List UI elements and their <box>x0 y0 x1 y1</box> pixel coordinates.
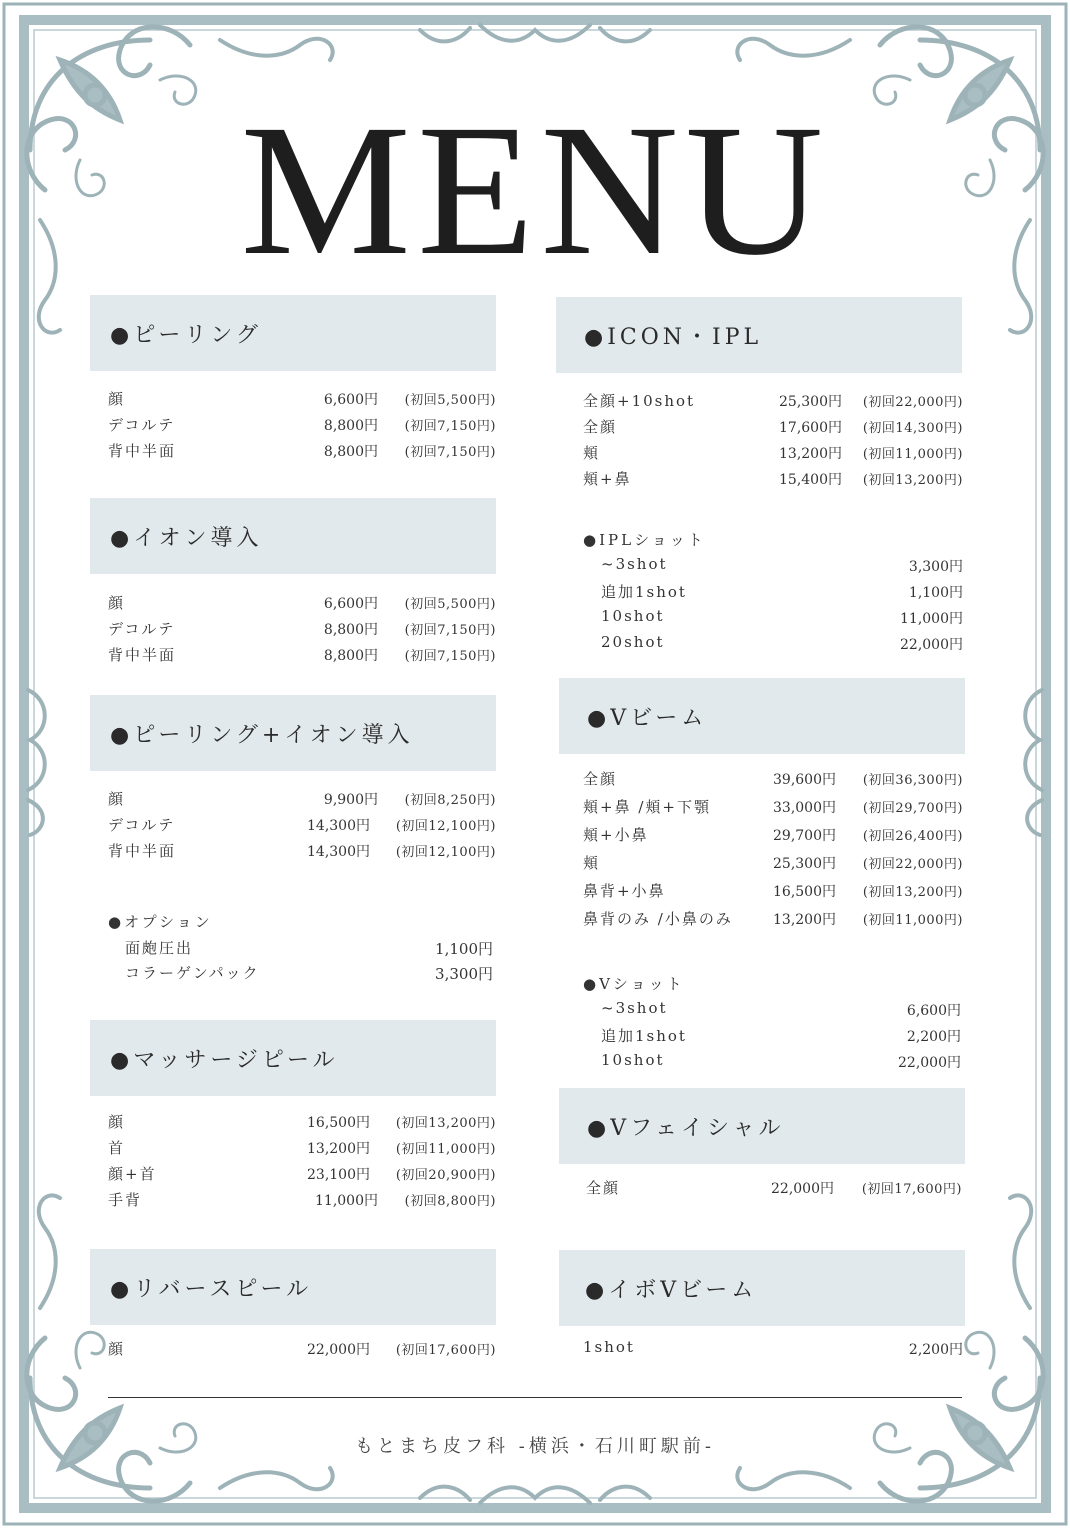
item-price: 29,700円 <box>773 828 836 844</box>
list-item <box>583 416 963 440</box>
section-vbeam <box>559 678 965 754</box>
clinic-name: もとまち皮フ科 -横浜・石川町駅前- <box>355 1436 715 1457</box>
item-price: 6,600円 <box>323 392 378 408</box>
item-first-price: (初回12,100円) <box>395 819 496 834</box>
item-price: 3,300円 <box>435 965 493 983</box>
section-peeling-ion <box>90 695 496 771</box>
item-first-price: (初回8,250円) <box>404 793 496 808</box>
item-first-price: (初回22,000円) <box>862 857 963 872</box>
list-item <box>108 1338 496 1362</box>
item-name: 10shot <box>601 1051 665 1069</box>
list-item <box>601 633 963 657</box>
list-item <box>583 824 963 848</box>
list-item <box>601 999 961 1023</box>
item-first-price: (初回12,100円) <box>395 845 496 860</box>
item-first-price: (初回14,300円) <box>862 421 963 436</box>
item-name: 全顔 <box>583 418 618 436</box>
item-price: 14,300円 <box>307 818 370 834</box>
item-name: 頬+小鼻 <box>583 826 649 844</box>
item-first-price: (初回17,600円) <box>861 1182 962 1197</box>
item-price: 22,000円 <box>900 637 963 653</box>
section-label: ●ピーリング <box>110 322 262 348</box>
item-first-price: (初回7,150円) <box>404 649 496 664</box>
list-item <box>108 414 496 438</box>
section-label: ●ピーリング+イオン導入 <box>110 722 414 748</box>
item-first-price: (初回5,500円) <box>404 393 496 408</box>
item-name: デコルテ <box>108 416 176 434</box>
item-first-price: (初回29,700円) <box>862 801 963 816</box>
item-first-price: (初回26,400円) <box>862 829 963 844</box>
item-price: 25,300円 <box>773 856 836 872</box>
item-price: 22,000円 <box>898 1055 961 1071</box>
list-item <box>108 1189 496 1213</box>
item-price: 23,100円 <box>307 1167 370 1183</box>
item-first-price: (初回22,000円) <box>862 395 963 410</box>
item-name: ~3shot <box>601 999 668 1017</box>
item-price: 17,600円 <box>779 420 842 436</box>
item-first-price: (初回13,200円) <box>862 885 963 900</box>
list-item <box>583 1338 963 1362</box>
item-price: 25,300円 <box>779 394 842 410</box>
list-item <box>108 644 496 668</box>
item-price: 3,300円 <box>908 559 963 575</box>
list-item <box>583 768 963 792</box>
list-item <box>601 1025 961 1049</box>
item-price: 13,200円 <box>773 912 836 928</box>
list-item <box>583 796 963 820</box>
list-item <box>108 1163 496 1187</box>
item-first-price: (初回7,150円) <box>404 445 496 460</box>
item-name: 顔 <box>108 790 126 808</box>
item-name: 追加1shot <box>601 1027 687 1045</box>
item-name: 背中半面 <box>108 646 177 664</box>
item-first-price: (初回20,900円) <box>395 1168 496 1183</box>
item-first-price: (初回11,000円) <box>862 447 963 462</box>
item-first-price: (初回5,500円) <box>404 597 496 612</box>
item-price: 13,200円 <box>779 446 842 462</box>
item-name: 顔+首 <box>108 1165 157 1183</box>
section-label: ●Vフェイシャル <box>587 1115 785 1141</box>
item-first-price: (初回7,150円) <box>404 623 496 638</box>
section-label: ●リバースピール <box>110 1276 313 1302</box>
item-price: 1,100円 <box>435 940 493 958</box>
item-name: 鼻背のみ /小鼻のみ <box>583 910 733 928</box>
list-item <box>601 555 963 579</box>
item-name: ~3shot <box>601 555 668 573</box>
item-name: コラーゲンパック <box>125 964 260 982</box>
item-first-price: (初回17,600円) <box>395 1343 496 1358</box>
item-name: 背中半面 <box>108 842 177 860</box>
item-first-price: (初回13,200円) <box>862 473 963 488</box>
list-item <box>108 1137 496 1161</box>
item-name: 全顔 <box>586 1179 621 1197</box>
list-item <box>583 908 963 932</box>
item-name: 頬+鼻 <box>583 470 632 488</box>
section-label: ●イボVビーム <box>585 1277 758 1303</box>
section-peeling <box>90 295 496 371</box>
list-item <box>583 852 963 876</box>
item-name: 顔 <box>108 390 126 408</box>
list-item <box>108 440 496 464</box>
list-item <box>108 388 496 412</box>
item-name: 顔 <box>108 1340 126 1358</box>
item-first-price: (初回8,800円) <box>404 1194 496 1209</box>
item-price: 22,000円 <box>307 1342 370 1358</box>
section-vfacial <box>559 1088 965 1164</box>
item-price: 15,400円 <box>779 472 842 488</box>
item-price: 16,500円 <box>307 1115 370 1131</box>
item-name: 顔 <box>108 594 126 612</box>
list-item <box>108 840 496 864</box>
item-price: 11,000円 <box>315 1193 378 1209</box>
list-item <box>108 592 496 616</box>
item-name: 全顔+10shot <box>583 392 696 410</box>
item-first-price: (初回11,000円) <box>395 1142 496 1157</box>
list-item <box>108 814 496 838</box>
list-item <box>601 607 963 631</box>
item-price: 16,500円 <box>773 884 836 900</box>
item-name: 首 <box>108 1139 126 1157</box>
item-name: デコルテ <box>108 620 176 638</box>
item-name: 10shot <box>601 607 665 625</box>
item-price: 2,200円 <box>908 1342 963 1358</box>
item-name: 背中半面 <box>108 442 177 460</box>
item-price: 6,600円 <box>323 596 378 612</box>
item-price: 22,000円 <box>771 1181 834 1197</box>
item-first-price: (初回7,150円) <box>404 419 496 434</box>
item-name: 1shot <box>583 1338 635 1356</box>
item-price: 2,200円 <box>906 1029 961 1045</box>
option-heading: ●オプション <box>108 913 213 931</box>
section-label: ●マッサージピール <box>110 1047 339 1073</box>
list-item <box>125 962 493 986</box>
list-item <box>583 390 963 414</box>
item-price: 13,200円 <box>307 1141 370 1157</box>
item-first-price: (初回13,200円) <box>395 1116 496 1131</box>
v-shot-heading: ●Vショット <box>583 975 685 993</box>
item-price: 14,300円 <box>307 844 370 860</box>
item-price: 8,800円 <box>323 418 378 434</box>
item-first-price: (初回11,000円) <box>862 913 963 928</box>
section-icon-ipl <box>556 297 962 373</box>
item-name: 頬+鼻 /頬+下顎 <box>583 798 711 816</box>
item-price: 6,600円 <box>906 1003 961 1019</box>
list-item <box>586 1177 962 1201</box>
item-price: 8,800円 <box>323 622 378 638</box>
item-price: 8,800円 <box>323 444 378 460</box>
item-name: 頬 <box>583 444 601 462</box>
item-name: 全顔 <box>583 770 618 788</box>
item-price: 39,600円 <box>773 772 836 788</box>
list-item <box>108 618 496 642</box>
list-item <box>108 788 496 812</box>
item-price: 9,900円 <box>323 792 378 808</box>
item-name: 手背 <box>108 1191 143 1209</box>
item-first-price: (初回36,300円) <box>862 773 963 788</box>
list-item <box>601 581 963 605</box>
item-name: 鼻背+小鼻 <box>583 882 666 900</box>
list-item <box>583 442 963 466</box>
section-label: ●イオン導入 <box>110 525 263 551</box>
page-title: MENU <box>240 85 830 294</box>
item-name: 20shot <box>601 633 665 651</box>
item-price: 33,000円 <box>773 800 836 816</box>
item-name: 追加1shot <box>601 583 687 601</box>
list-item <box>125 937 493 961</box>
list-item <box>583 468 963 492</box>
section-label: ●Vビーム <box>587 705 708 731</box>
ipl-shot-heading: ●IPLショット <box>583 531 706 549</box>
item-price: 1,100円 <box>908 585 963 601</box>
list-item <box>583 880 963 904</box>
section-label: ●ICON・IPL <box>584 324 763 350</box>
section-massage <box>90 1020 496 1096</box>
item-name: 顔 <box>108 1113 126 1131</box>
section-ion <box>90 498 496 574</box>
section-reverse <box>90 1249 496 1325</box>
item-price: 11,000円 <box>900 611 963 627</box>
section-ibo-vbeam <box>559 1250 965 1326</box>
item-name: デコルテ <box>108 816 176 834</box>
list-item <box>601 1051 961 1075</box>
item-name: 面皰圧出 <box>125 939 194 957</box>
list-item <box>108 1111 496 1135</box>
item-price: 8,800円 <box>323 648 378 664</box>
footer-divider <box>108 1397 962 1398</box>
item-name: 頬 <box>583 854 601 872</box>
